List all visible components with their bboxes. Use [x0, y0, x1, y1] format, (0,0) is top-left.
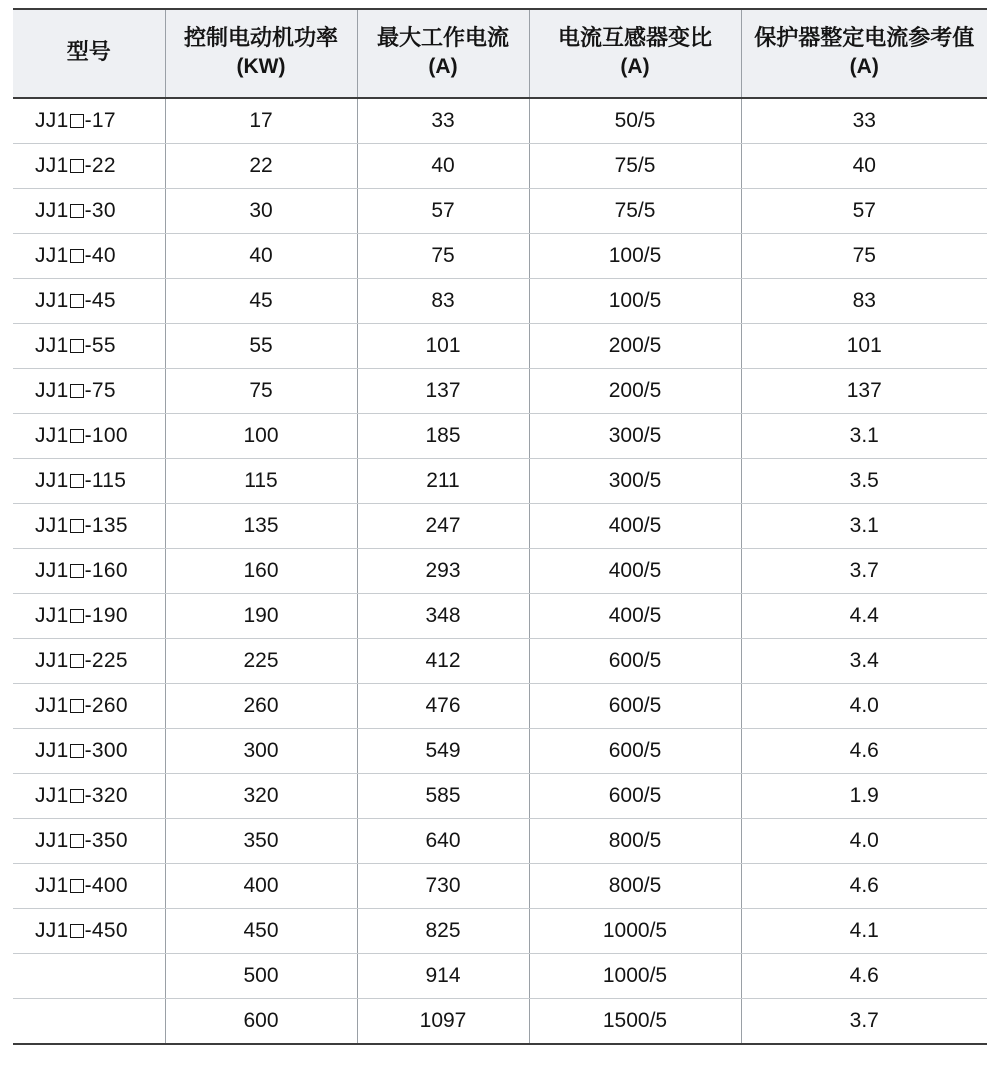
- cell-max-current: 33: [357, 98, 529, 144]
- cell-setting-current: 137: [741, 369, 987, 414]
- model-suffix: -40: [84, 244, 116, 268]
- table-row: [13, 999, 987, 1045]
- cell-max-current: 211: [357, 459, 529, 504]
- cell-setting-current: 4.6: [741, 954, 987, 999]
- cell-max-current: 825: [357, 909, 529, 954]
- square-placeholder-icon: [70, 744, 84, 758]
- cell-motor-power: 115: [165, 459, 357, 504]
- table-row: [13, 549, 987, 594]
- cell-model: [13, 234, 165, 279]
- cell-setting-current: 3.7: [741, 999, 987, 1045]
- cell-max-current: 75: [357, 234, 529, 279]
- cell-max-current: 185: [357, 414, 529, 459]
- cell-setting-current: 75: [741, 234, 987, 279]
- cell-motor-power: 22: [165, 144, 357, 189]
- column-header-model: [13, 9, 165, 98]
- square-placeholder-icon: [70, 204, 84, 218]
- column-header-ct-ratio-unit: (A): [620, 55, 650, 79]
- table-body: [13, 98, 987, 1044]
- table-row: [13, 909, 987, 954]
- model-prefix: JJ1: [35, 649, 69, 673]
- cell-ct-ratio: 50/5: [529, 98, 741, 144]
- cell-ct-ratio: 75/5: [529, 189, 741, 234]
- cell-max-current: 730: [357, 864, 529, 909]
- cell-model: [13, 414, 165, 459]
- cell-motor-power: 190: [165, 594, 357, 639]
- model-prefix: JJ1: [35, 424, 69, 448]
- cell-max-current: 914: [357, 954, 529, 999]
- cell-motor-power: 45: [165, 279, 357, 324]
- model-suffix: -320: [84, 784, 128, 808]
- model-suffix: -400: [84, 874, 128, 898]
- cell-motor-power: 500: [165, 954, 357, 999]
- cell-ct-ratio: 300/5: [529, 414, 741, 459]
- cell-model: [13, 819, 165, 864]
- column-header-model-title: 型号: [66, 39, 111, 65]
- cell-setting-current: 101: [741, 324, 987, 369]
- square-placeholder-icon: [70, 609, 84, 623]
- cell-ct-ratio: 1500/5: [529, 999, 741, 1045]
- column-header-setting-current-title: 保护器整定电流参考值: [754, 25, 975, 50]
- table-row: [13, 684, 987, 729]
- cell-ct-ratio: 400/5: [529, 549, 741, 594]
- cell-motor-power: 135: [165, 504, 357, 549]
- model-suffix: -450: [84, 919, 128, 943]
- cell-max-current: 348: [357, 594, 529, 639]
- table-row: [13, 504, 987, 549]
- table-row: [13, 639, 987, 684]
- cell-model: [13, 729, 165, 774]
- cell-setting-current: 40: [741, 144, 987, 189]
- cell-ct-ratio: 400/5: [529, 594, 741, 639]
- cell-motor-power: 40: [165, 234, 357, 279]
- table-row: [13, 459, 987, 504]
- cell-model: [13, 98, 165, 144]
- model-prefix: JJ1: [35, 874, 69, 898]
- cell-model: [13, 684, 165, 729]
- cell-ct-ratio: 75/5: [529, 144, 741, 189]
- cell-ct-ratio: 600/5: [529, 729, 741, 774]
- column-header-max-current: [357, 9, 529, 98]
- square-placeholder-icon: [70, 879, 84, 893]
- model-prefix: JJ1: [35, 559, 69, 583]
- model-suffix: -300: [84, 739, 128, 763]
- model-suffix: -45: [84, 289, 116, 313]
- column-header-max-current-title: 最大工作电流: [376, 25, 509, 50]
- cell-ct-ratio: 600/5: [529, 684, 741, 729]
- model-suffix: -135: [84, 514, 128, 538]
- cell-setting-current: 3.1: [741, 414, 987, 459]
- table-row: [13, 594, 987, 639]
- model-suffix: -225: [84, 649, 128, 673]
- cell-model: [13, 909, 165, 954]
- square-placeholder-icon: [70, 834, 84, 848]
- model-suffix: -30: [84, 199, 116, 223]
- column-header-setting-current: [741, 9, 987, 98]
- cell-model: [13, 324, 165, 369]
- cell-max-current: 1097: [357, 999, 529, 1045]
- table-row: [13, 819, 987, 864]
- model-suffix: -115: [84, 469, 127, 493]
- square-placeholder-icon: [70, 924, 84, 938]
- table-row: [13, 144, 987, 189]
- model-suffix: -17: [84, 109, 116, 133]
- cell-model: [13, 459, 165, 504]
- cell-motor-power: 17: [165, 98, 357, 144]
- cell-setting-current: 3.1: [741, 504, 987, 549]
- cell-setting-current: 4.1: [741, 909, 987, 954]
- cell-motor-power: 30: [165, 189, 357, 234]
- cell-max-current: 137: [357, 369, 529, 414]
- cell-setting-current: 4.0: [741, 819, 987, 864]
- cell-setting-current: 57: [741, 189, 987, 234]
- spec-sheet: [0, 8, 1000, 1065]
- cell-setting-current: 3.7: [741, 549, 987, 594]
- square-placeholder-icon: [70, 474, 84, 488]
- cell-setting-current: 1.9: [741, 774, 987, 819]
- header-row: [13, 9, 987, 98]
- column-header-ct-ratio-title: 电流互感器变比: [557, 25, 712, 50]
- cell-ct-ratio: 300/5: [529, 459, 741, 504]
- table-row: [13, 279, 987, 324]
- cell-motor-power: 100: [165, 414, 357, 459]
- cell-ct-ratio: 800/5: [529, 819, 741, 864]
- cell-ct-ratio: 100/5: [529, 279, 741, 324]
- cell-max-current: 293: [357, 549, 529, 594]
- cell-setting-current: 3.5: [741, 459, 987, 504]
- cell-model: [13, 189, 165, 234]
- table-row: [13, 729, 987, 774]
- column-header-motor-power-title: 控制电动机功率: [183, 25, 338, 50]
- cell-setting-current: 4.0: [741, 684, 987, 729]
- cell-motor-power: 75: [165, 369, 357, 414]
- column-header-max-current-unit: (A): [428, 55, 458, 79]
- cell-ct-ratio: 600/5: [529, 774, 741, 819]
- model-prefix: JJ1: [35, 514, 69, 538]
- model-suffix: -350: [84, 829, 128, 853]
- table-row: [13, 189, 987, 234]
- cell-setting-current: 4.6: [741, 864, 987, 909]
- cell-max-current: 640: [357, 819, 529, 864]
- table-row: [13, 324, 987, 369]
- column-header-motor-power: [165, 9, 357, 98]
- cell-model: [13, 279, 165, 324]
- column-header-motor-power-unit: (KW): [236, 55, 286, 79]
- cell-ct-ratio: 100/5: [529, 234, 741, 279]
- cell-model: [13, 594, 165, 639]
- cell-setting-current: 33: [741, 98, 987, 144]
- model-suffix: -260: [84, 694, 128, 718]
- square-placeholder-icon: [70, 159, 84, 173]
- cell-max-current: 476: [357, 684, 529, 729]
- model-prefix: JJ1: [35, 739, 69, 763]
- cell-motor-power: 400: [165, 864, 357, 909]
- cell-ct-ratio: 1000/5: [529, 909, 741, 954]
- square-placeholder-icon: [70, 429, 84, 443]
- table-row: [13, 864, 987, 909]
- cell-max-current: 57: [357, 189, 529, 234]
- cell-motor-power: 600: [165, 999, 357, 1045]
- cell-model: [13, 774, 165, 819]
- cell-model: [13, 369, 165, 414]
- model-suffix: -100: [84, 424, 128, 448]
- cell-model: [13, 639, 165, 684]
- cell-motor-power: 300: [165, 729, 357, 774]
- model-prefix: JJ1: [35, 469, 69, 493]
- model-suffix: -22: [84, 154, 116, 178]
- table-row: [13, 414, 987, 459]
- cell-motor-power: 320: [165, 774, 357, 819]
- cell-setting-current: 4.4: [741, 594, 987, 639]
- square-placeholder-icon: [70, 339, 84, 353]
- square-placeholder-icon: [70, 384, 84, 398]
- cell-motor-power: 450: [165, 909, 357, 954]
- square-placeholder-icon: [70, 114, 84, 128]
- model-prefix: JJ1: [35, 784, 69, 808]
- cell-ct-ratio: 800/5: [529, 864, 741, 909]
- model-suffix: -75: [84, 379, 116, 403]
- model-suffix: -160: [84, 559, 128, 583]
- specification-table: [13, 8, 987, 1045]
- table-row: [13, 98, 987, 144]
- model-prefix: JJ1: [35, 334, 69, 358]
- cell-model: [13, 549, 165, 594]
- cell-max-current: 101: [357, 324, 529, 369]
- cell-model: [13, 504, 165, 549]
- cell-model: [13, 864, 165, 909]
- column-header-ct-ratio: [529, 9, 741, 98]
- cell-max-current: 412: [357, 639, 529, 684]
- cell-max-current: 585: [357, 774, 529, 819]
- model-prefix: JJ1: [35, 829, 69, 853]
- model-prefix: JJ1: [35, 109, 69, 133]
- cell-ct-ratio: 400/5: [529, 504, 741, 549]
- cell-motor-power: 160: [165, 549, 357, 594]
- table-header: [13, 9, 987, 98]
- square-placeholder-icon: [70, 519, 84, 533]
- cell-motor-power: 55: [165, 324, 357, 369]
- square-placeholder-icon: [70, 789, 84, 803]
- model-suffix: -190: [84, 604, 128, 628]
- square-placeholder-icon: [70, 294, 84, 308]
- cell-motor-power: 225: [165, 639, 357, 684]
- table-row: [13, 234, 987, 279]
- column-header-setting-current-unit: (A): [849, 55, 879, 79]
- cell-motor-power: 350: [165, 819, 357, 864]
- model-prefix: JJ1: [35, 379, 69, 403]
- table-row: [13, 954, 987, 999]
- cell-ct-ratio: 200/5: [529, 324, 741, 369]
- cell-setting-current: 83: [741, 279, 987, 324]
- model-prefix: JJ1: [35, 289, 69, 313]
- cell-max-current: 83: [357, 279, 529, 324]
- model-prefix: JJ1: [35, 199, 69, 223]
- model-prefix: JJ1: [35, 604, 69, 628]
- cell-max-current: 40: [357, 144, 529, 189]
- cell-model: [13, 144, 165, 189]
- cell-motor-power: 260: [165, 684, 357, 729]
- cell-max-current: 549: [357, 729, 529, 774]
- cell-setting-current: 4.6: [741, 729, 987, 774]
- cell-ct-ratio: 1000/5: [529, 954, 741, 999]
- model-prefix: JJ1: [35, 244, 69, 268]
- cell-model: [13, 999, 165, 1045]
- model-prefix: JJ1: [35, 919, 69, 943]
- square-placeholder-icon: [70, 564, 84, 578]
- model-prefix: JJ1: [35, 154, 69, 178]
- cell-model: [13, 954, 165, 999]
- cell-setting-current: 3.4: [741, 639, 987, 684]
- model-prefix: JJ1: [35, 694, 69, 718]
- square-placeholder-icon: [70, 654, 84, 668]
- cell-ct-ratio: 600/5: [529, 639, 741, 684]
- cell-ct-ratio: 200/5: [529, 369, 741, 414]
- table-row: [13, 774, 987, 819]
- table-row: [13, 369, 987, 414]
- model-suffix: -55: [84, 334, 116, 358]
- cell-max-current: 247: [357, 504, 529, 549]
- square-placeholder-icon: [70, 699, 84, 713]
- square-placeholder-icon: [70, 249, 84, 263]
